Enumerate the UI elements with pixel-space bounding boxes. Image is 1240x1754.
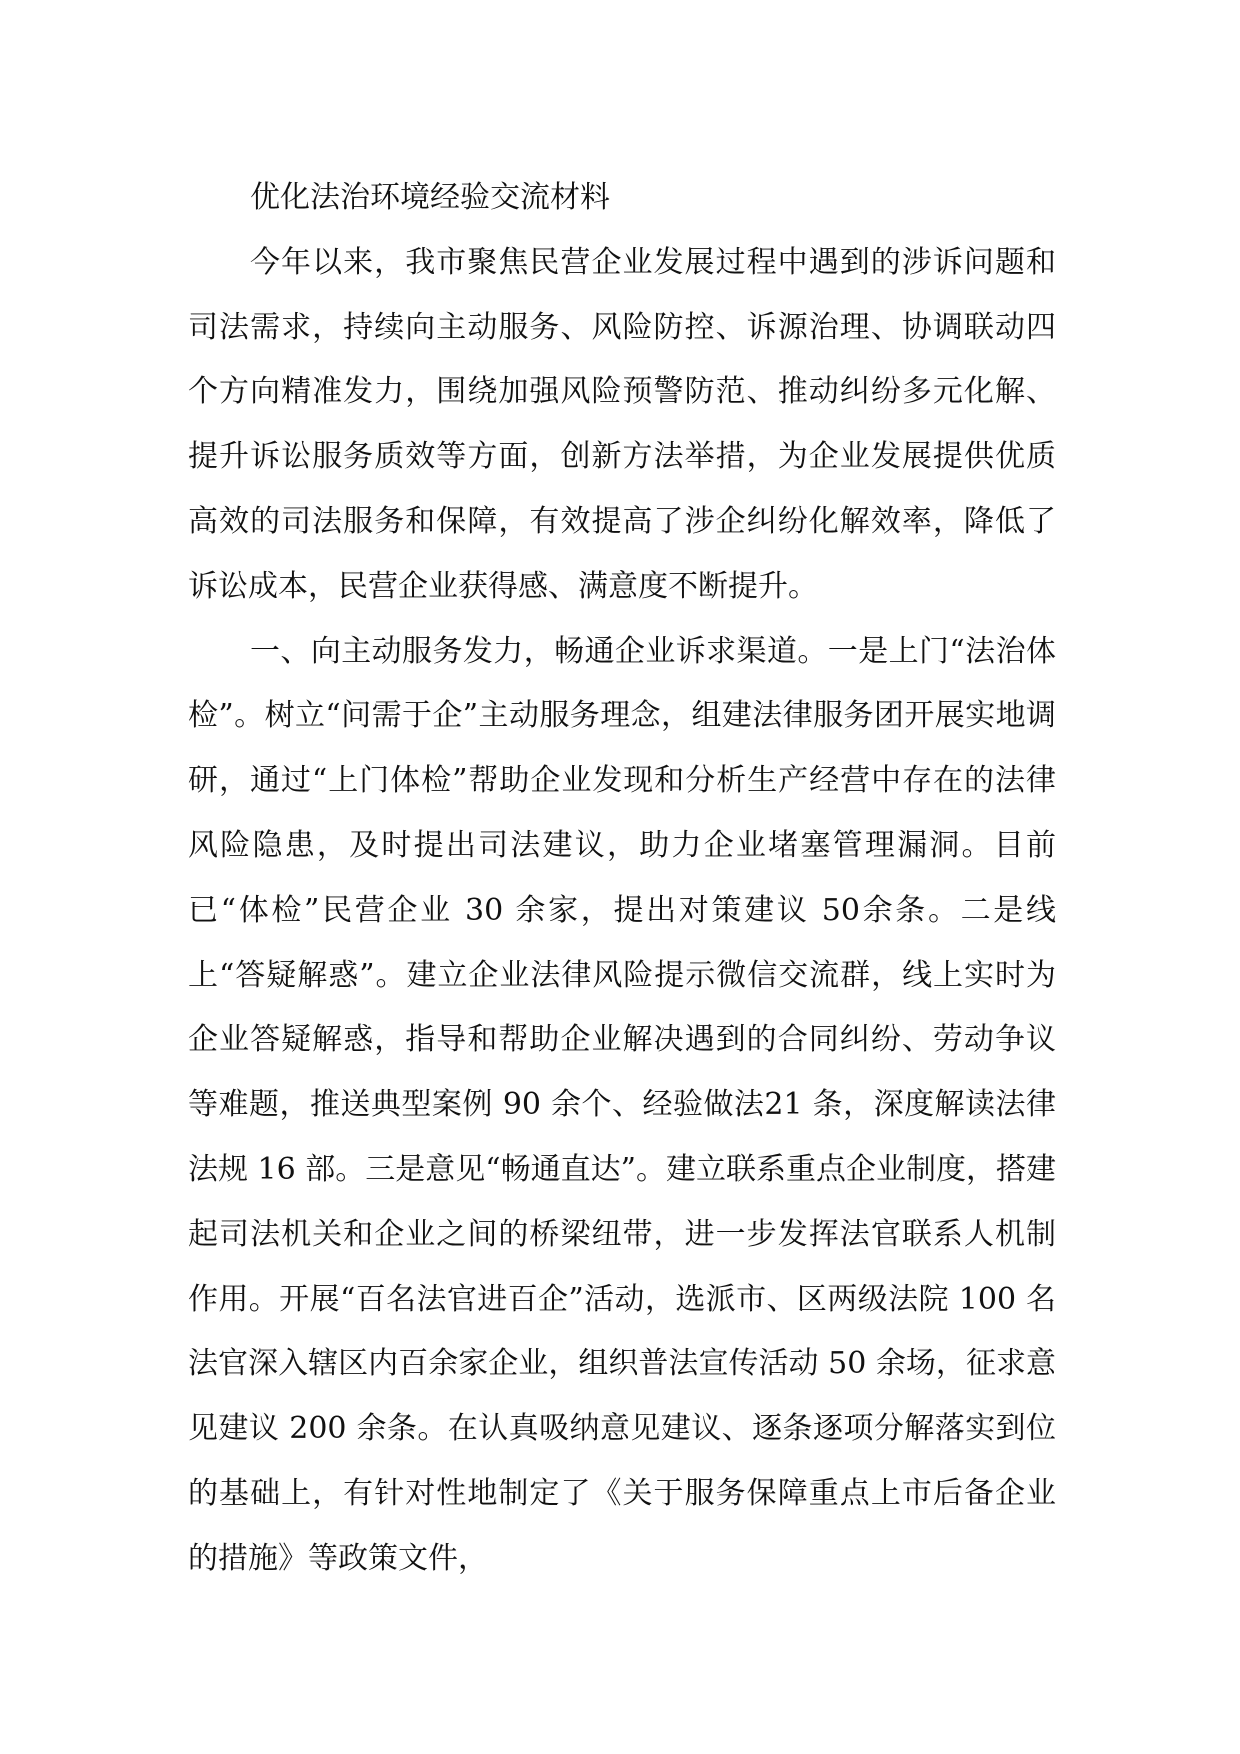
paragraph-intro: 今年以来，我市聚焦民营企业发展过程中遇到的涉诉问题和司法需求，持续向主动服务、风险防控、诉源治理、协调联动四个方向精准发力，围绕加强风险预警防范、推动纠纷多元化解、提升诉讼服务质效等方面，创新方法举措，为企业发展提供优质高效的司法服务和保障，有效提高了涉企纠纷化解效率，降低了诉讼成本，民营企业获得感、满意度不断提升。 — [188, 244, 1056, 604]
document-body — [188, 166, 1056, 1592]
paragraph-section-one: 一、向主动服务发力，畅通企业诉求渠道。一是上门“法治体检”。树立“问需于企”主动服务理念，组建法律服务团开展实地调研，通过“上门体检”帮助企业发现和分析生产经营中存在的法律风险隐患，及时提出司法建议，助力企业堵塞管理漏洞。目前已“体检”民营企业 30 余家，提出对策建议 50余条。二是线上“答疑解惑”。建立企业法律风险提示微信交流群，线上实时为企业答疑解惑，指导和帮助企业解决遇到的合同纠纷、劳动争议等难题，推送典型案例 90 余个、经验做法21 条，深度解读法律法规 16 部。三是意见“畅通直达”。建立联系重点企业制度，搭建起司法机关和企业之间的桥梁纽带，进一步发挥法官联系人机制作用。开展“百名法官进百企”活动，选派市、区两级法院 100 名法官深入辖区内百余家企业，组织普法宣传活动 50 余场，征求意见建议 200 余条。在认真吸纳意见建议、逐条逐项分解落实到位的基础上，有针对性地制定了《关于服务保障重点上市后备企业的措施》等政策文件， — [188, 633, 1056, 1576]
document-title: 优化法治环境经验交流材料 — [250, 180, 610, 215]
